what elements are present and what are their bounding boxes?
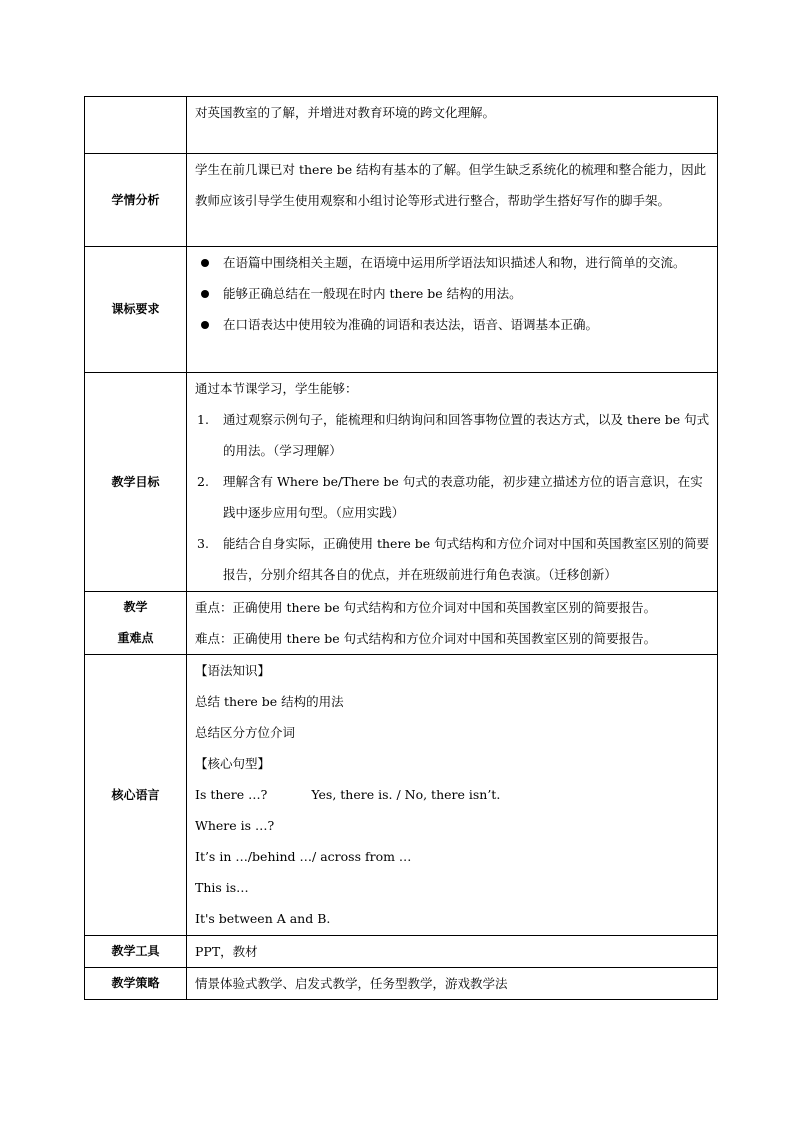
table-row-intro — [85, 97, 718, 154]
key-point-text: 重点：正确使用 there be 句式结构和方位介词对中国和英国教室区别的简要报告。 — [195, 600, 657, 615]
row-label-line-1: 教学 — [123, 600, 148, 614]
grammar-item: 总结 there be 结构的用法 — [195, 694, 344, 709]
goal-text: 能结合自身实际，正确使用 there be 句式结构和方位介词对中国和英国教室区别的简要报告，分别介绍其各自的优点，并在班级前进行角色表演。（迁移创新） — [223, 536, 710, 582]
bullet-item — [195, 278, 711, 309]
row-label-line-2: 重难点 — [117, 631, 154, 645]
celue-text: 情景体验式教学、启发式教学，任务型教学，游戏教学法 — [195, 976, 508, 991]
row-label-hexin: 核心语言 — [85, 655, 187, 936]
table-row-celue — [85, 968, 718, 1000]
bullet-text: 能够正确总结在一般现在时内 there be 结构的用法。 — [223, 286, 522, 301]
lesson-plan-table — [84, 96, 718, 1000]
goal-text: 通过观察示例句子，能梳理和归纳询问和回答事物位置的表达方式，以及 there be 句式的用法。（学习理解） — [223, 412, 710, 458]
xueqing-cell — [187, 154, 718, 247]
row-label-kebiao: 课标要求 — [85, 247, 187, 373]
gongju-cell — [187, 936, 718, 968]
celue-cell — [187, 968, 718, 1000]
goal-number: 3. — [197, 536, 209, 551]
table-row-zhongnandian — [85, 592, 718, 655]
sentence-question: Is there …? — [195, 787, 268, 802]
row-label-xueqing: 学情分析 — [85, 154, 187, 247]
bullet-item — [195, 247, 711, 278]
goal-number: 2. — [197, 474, 209, 489]
table-row-xueqing — [85, 154, 718, 247]
hexin-cell — [187, 655, 718, 936]
row-label-empty — [85, 97, 187, 154]
table-row-hexin — [85, 655, 718, 936]
bullet-icon — [197, 309, 219, 340]
difficult-point-text: 难点：正确使用 there be 句式结构和方位介词对中国和英国教室区别的简要报告。 — [195, 631, 657, 646]
sentence-pattern: It’s in …/behind …/ across from … — [195, 849, 412, 864]
bullet-icon — [197, 278, 219, 309]
bullet-text: 在口语表达中使用较为准确的词语和表达法，语音、语调基本正确。 — [223, 317, 599, 332]
zhongnandian-cell — [187, 592, 718, 655]
goal-text: 理解含有 Where be/There be 句式的表意功能，初步建立描述方位的语言意识，在实践中逐步应用句型。（应用实践） — [223, 474, 703, 520]
row-label-gongju: 教学工具 — [85, 936, 187, 968]
row-label-zhongnandian — [85, 592, 187, 655]
grammar-heading: 【语法知识】 — [195, 663, 271, 678]
intro-cell — [187, 97, 718, 154]
sentence-pattern: This is… — [195, 880, 249, 895]
bullet-text: 在语篇中围绕相关主题，在语境中运用所学语法知识描述人和物，进行简单的交流。 — [223, 255, 686, 270]
goal-number: 1. — [197, 412, 209, 427]
grammar-item: 总结区分方位介词 — [195, 725, 296, 740]
mubiao-intro: 通过本节课学习，学生能够： — [195, 381, 358, 396]
row-label-mubiao: 教学目标 — [85, 373, 187, 592]
kebiao-cell — [187, 247, 718, 373]
row-label-celue: 教学策略 — [85, 968, 187, 1000]
sentence-pattern — [195, 779, 711, 810]
table-row-kebiao — [85, 247, 718, 373]
goal-item — [195, 466, 711, 528]
sentence-answer: Yes, there is. / No, there isn’t. — [311, 787, 501, 802]
xueqing-text: 学生在前几课已对 there be 结构有基本的了解。但学生缺乏系统化的梳理和整合能力，因此教师应该引导学生使用观察和小组讨论等形式进行整合，帮助学生搭好写作的脚手架。 — [195, 162, 707, 208]
sentence-pattern: It's between A and B. — [195, 911, 331, 926]
gongju-text: PPT，教材 — [195, 944, 258, 959]
goal-item — [195, 528, 711, 590]
sentence-heading: 【核心句型】 — [195, 756, 271, 771]
mubiao-cell — [187, 373, 718, 592]
intro-text: 对英国教室的了解，并增进对教育环境的跨文化理解。 — [195, 105, 496, 120]
table-row-gongju — [85, 936, 718, 968]
bullet-item — [195, 309, 711, 340]
bullet-icon — [197, 247, 219, 278]
goal-item — [195, 404, 711, 466]
sentence-pattern: Where is …? — [195, 818, 275, 833]
table-row-mubiao — [85, 373, 718, 592]
